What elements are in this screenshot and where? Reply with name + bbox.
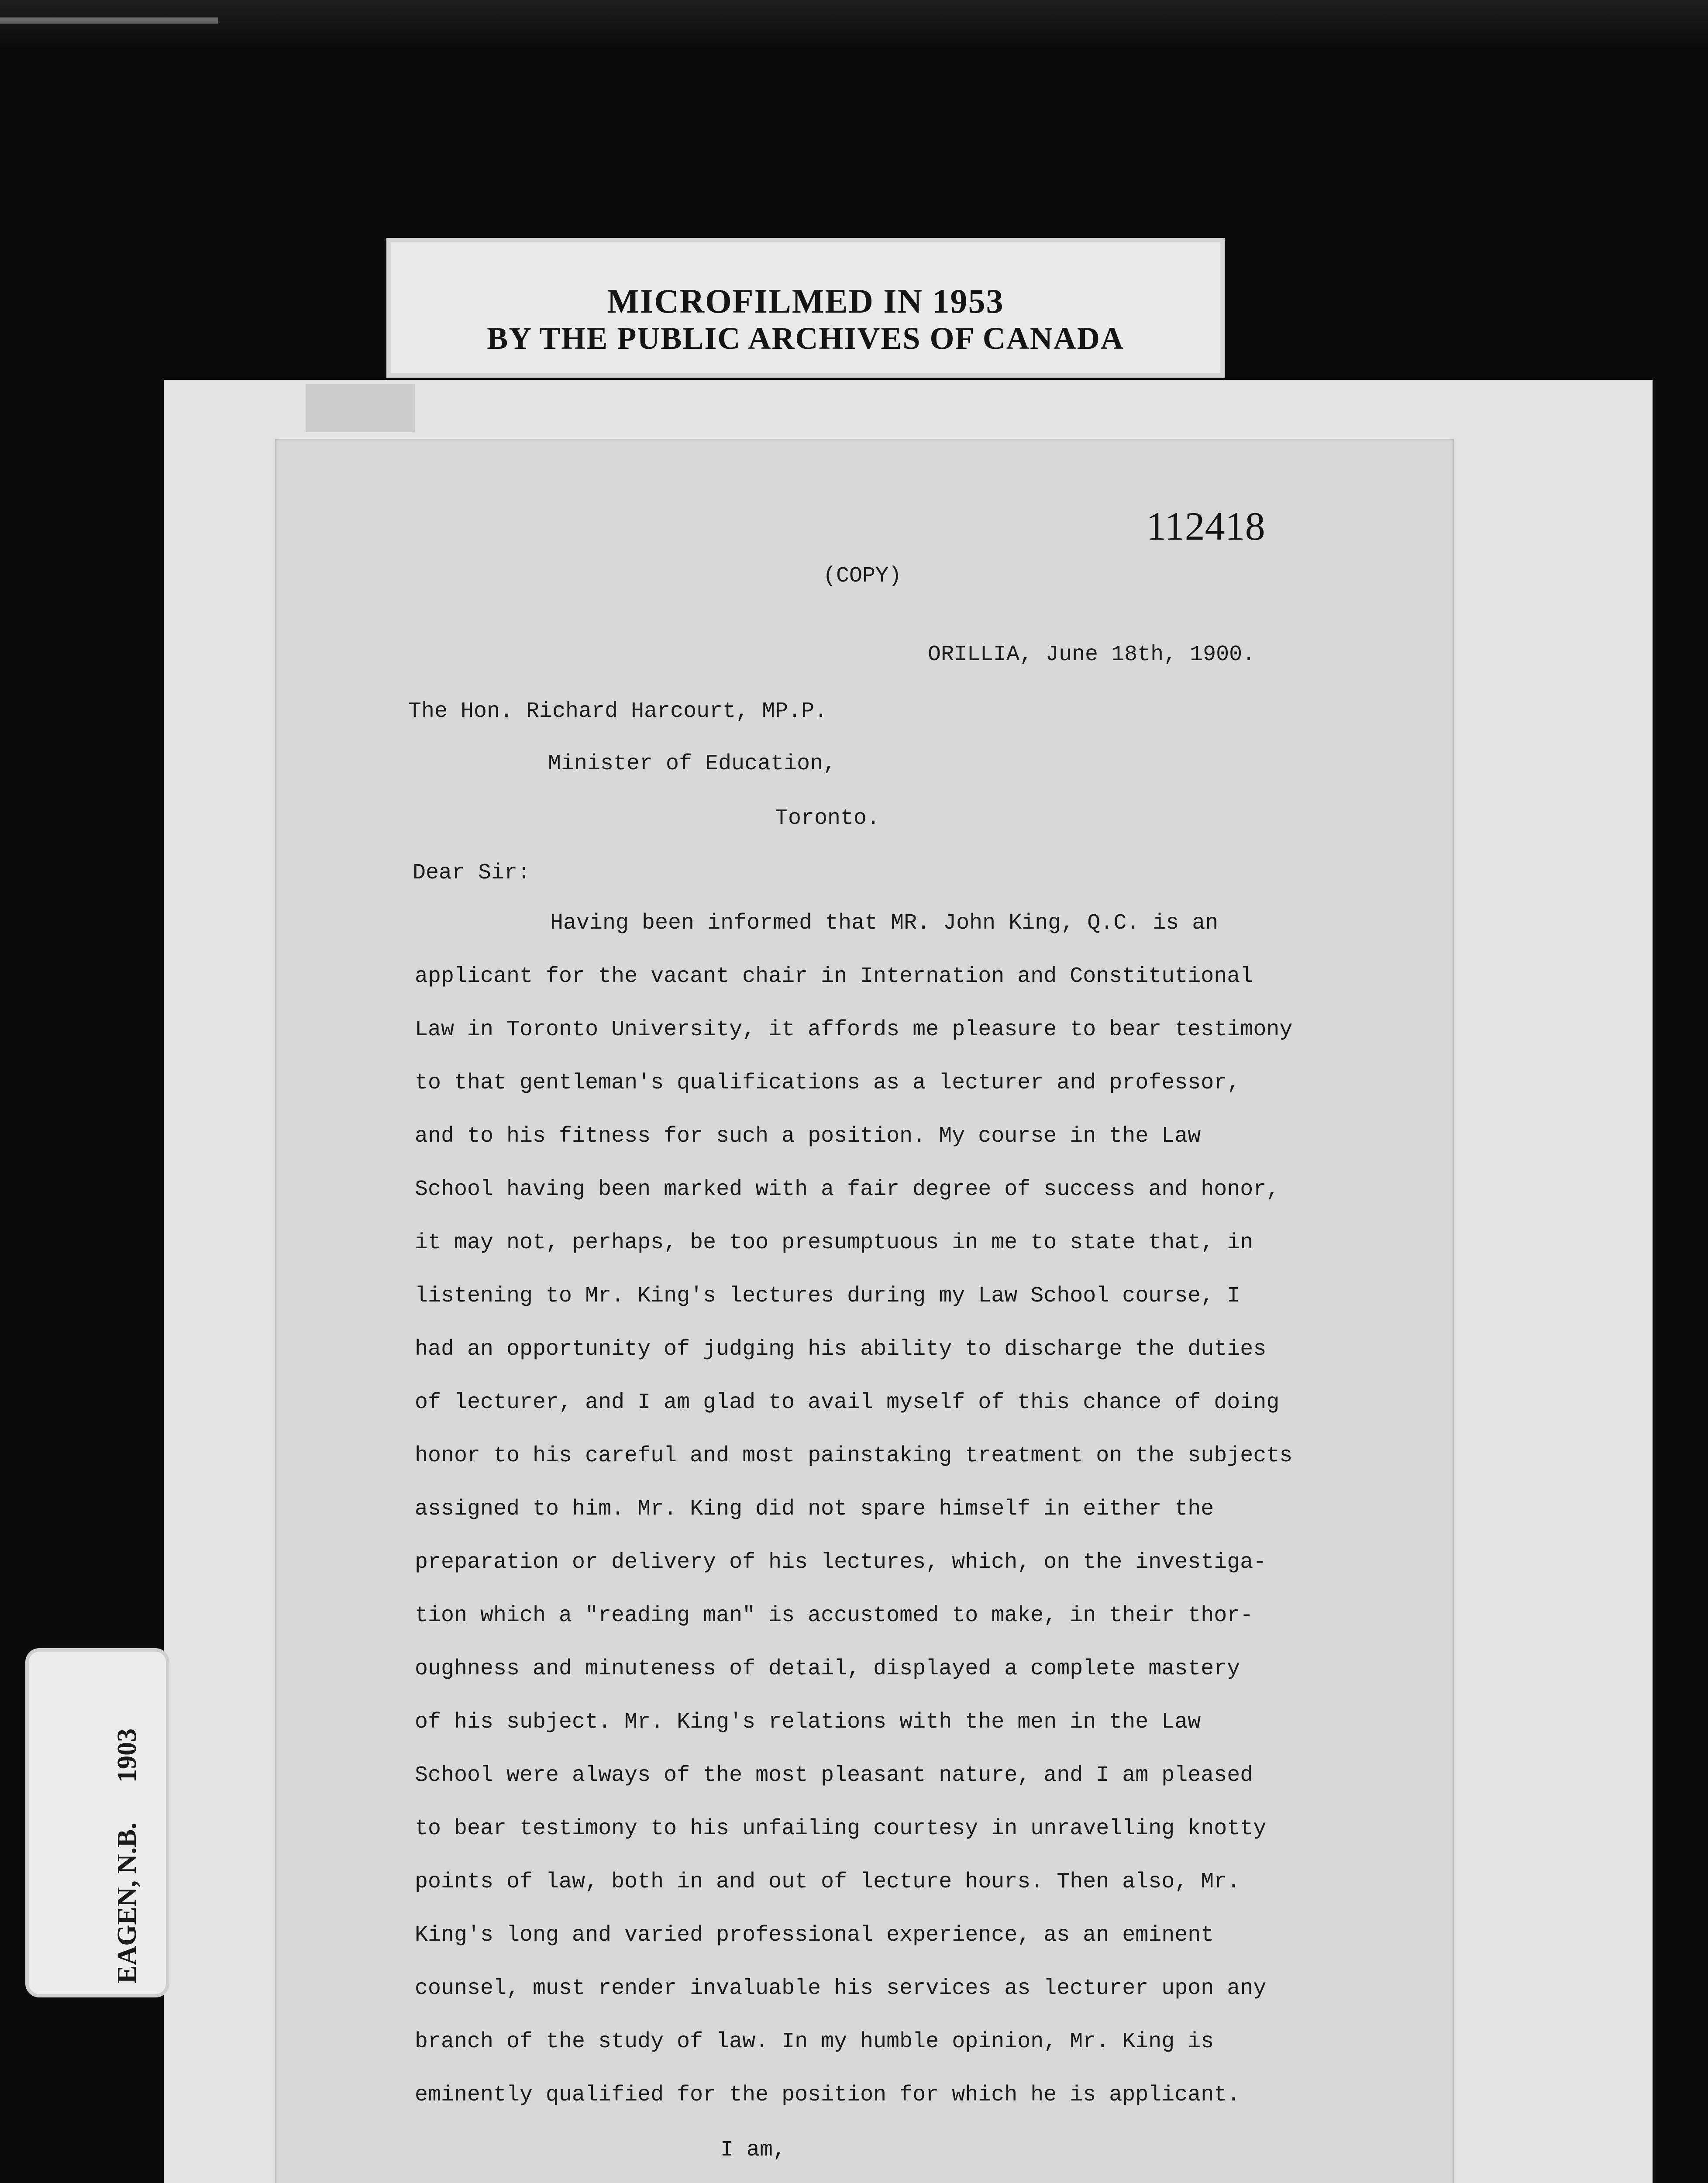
body-line: oughness and minuteness of detail, displayed a complete mastery xyxy=(415,1656,1240,1681)
recipient-line3: Toronto. xyxy=(775,806,880,831)
body-line: to bear testimony to his unfailing courtesy in unravelling knotty xyxy=(415,1816,1267,1841)
body-line: applicant for the vacant chair in Internation and Constitutional xyxy=(415,964,1253,989)
document-number: 112418 xyxy=(1146,504,1265,548)
recipient-line1: The Hon. Richard Harcourt, MP.P. xyxy=(408,699,828,724)
body-line: King's long and varied professional experience, as an eminent xyxy=(415,1923,1214,1948)
body-line: branch of the study of law. In my humble opinion, Mr. King is xyxy=(415,2029,1214,2054)
recipient-line2: Minister of Education, xyxy=(548,751,837,776)
body-line: Law in Toronto University, it affords me pleasure to bear testimony xyxy=(415,1017,1293,1042)
body-line: had an opportunity of judging his ability to discharge the duties xyxy=(415,1337,1267,1362)
tape-strip xyxy=(306,384,415,432)
place-date: ORILLIA, June 18th, 1900. xyxy=(928,642,1256,667)
body-line: to that gentleman's qualifications as a lecturer and professor, xyxy=(415,1071,1240,1095)
copy-mark: (COPY) xyxy=(823,564,902,589)
body-line: preparation or delivery of his lectures, which, on the investiga- xyxy=(415,1550,1267,1575)
body-line: Having been informed that MR. John King, Q.C. is an xyxy=(550,911,1219,936)
side-tab-year: 1903 xyxy=(112,1728,142,1783)
body-line: counsel, must render invaluable his services as lecturer upon any xyxy=(415,1976,1267,2001)
body-line: eminently qualified for the position for which he is applicant. xyxy=(415,2083,1240,2107)
film-strip-mark xyxy=(0,17,218,24)
body-line: listening to Mr. King's lectures during my Law School course, I xyxy=(415,1284,1240,1308)
body-line: and to his fitness for such a position. My course in the Law xyxy=(415,1124,1201,1149)
body-line: points of law, both in and out of lecture hours. Then also, Mr. xyxy=(415,1870,1240,1894)
body-line: it may not, perhaps, be too presumptuous in me to state that, in xyxy=(415,1230,1253,1255)
body-line: School having been marked with a fair degree of success and honor, xyxy=(415,1177,1280,1202)
side-tab-name: EAGEN, N.B. xyxy=(112,1822,142,1983)
body-line: honor to his careful and most painstaking treatment on the subjects xyxy=(415,1443,1293,1468)
body-line: of his subject. Mr. King's relations with the men in the Law xyxy=(415,1710,1201,1735)
body-line: of lecturer, and I am glad to avail myself of this chance of doing xyxy=(415,1390,1280,1415)
body-line: assigned to him. Mr. King did not spare himself in either the xyxy=(415,1497,1214,1522)
film-edge xyxy=(0,0,1708,48)
microfilm-label-line1: MICROFILMED IN 1953 xyxy=(607,282,1004,320)
microfilm-label-line2: BY THE PUBLIC ARCHIVES OF CANADA xyxy=(487,321,1124,356)
microfilm-label xyxy=(386,238,1225,378)
closing-line1: I am, xyxy=(720,2138,786,2162)
body-line: School were always of the most pleasant nature, and I am pleased xyxy=(415,1763,1253,1788)
salutation: Dear Sir: xyxy=(413,861,531,885)
side-tab xyxy=(25,1648,169,1997)
body-line: tion which a "reading man" is accustomed to make, in their thor- xyxy=(415,1603,1253,1628)
